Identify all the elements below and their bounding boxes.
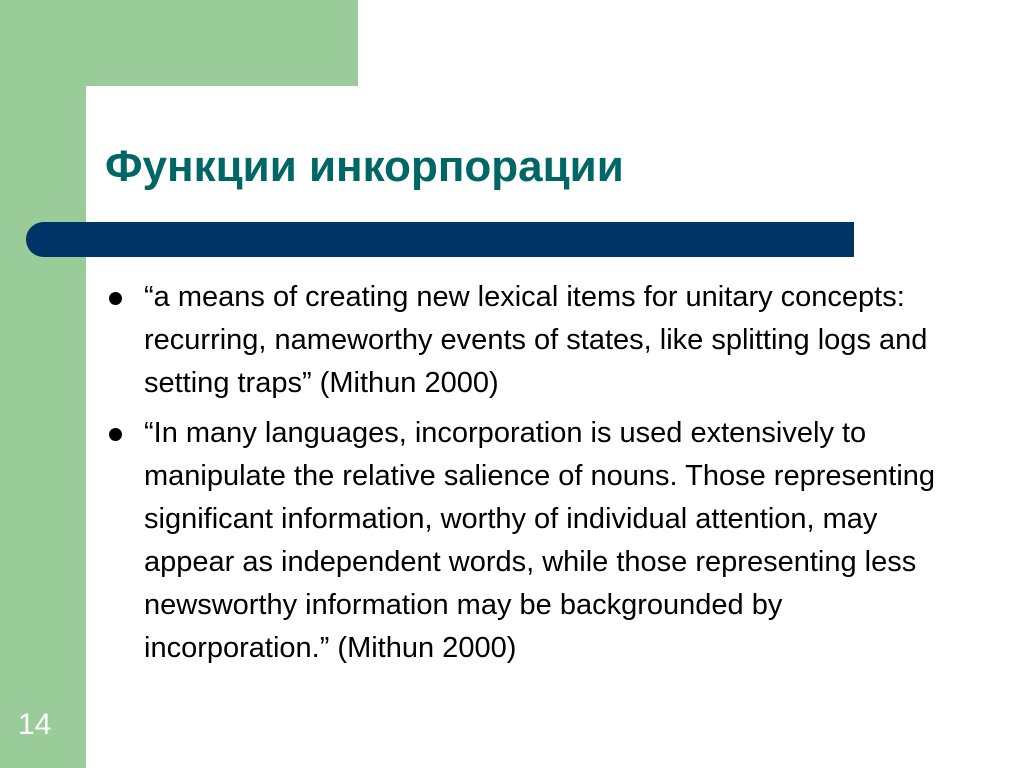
slide-title: Функции инкорпорации (105, 142, 624, 191)
top-decoration-band (0, 0, 358, 86)
bullet-dot-icon (109, 292, 122, 305)
bullet-item (104, 412, 954, 670)
slide-number: 14 (18, 708, 52, 741)
title-underline-bar (26, 222, 854, 257)
bullet-dot-icon (109, 428, 122, 441)
bullet-text: “a means of creating new lexical items for unitary concepts: recurring, nameworthy events of states, like splitting logs and setting traps” (Mithun 2000) (144, 281, 928, 399)
bullet-list (104, 276, 954, 677)
bullet-item (104, 276, 954, 405)
side-decoration-band (0, 0, 86, 768)
bullet-text: “In many languages, incorporation is used extensively to manipulate the relative salience of nouns. Those representing significant information, worthy of individual attention, may appear as independent words, while those representing less newsworthy information may be backgrounded by incorporation.” (Mithun 2000) (144, 417, 936, 664)
